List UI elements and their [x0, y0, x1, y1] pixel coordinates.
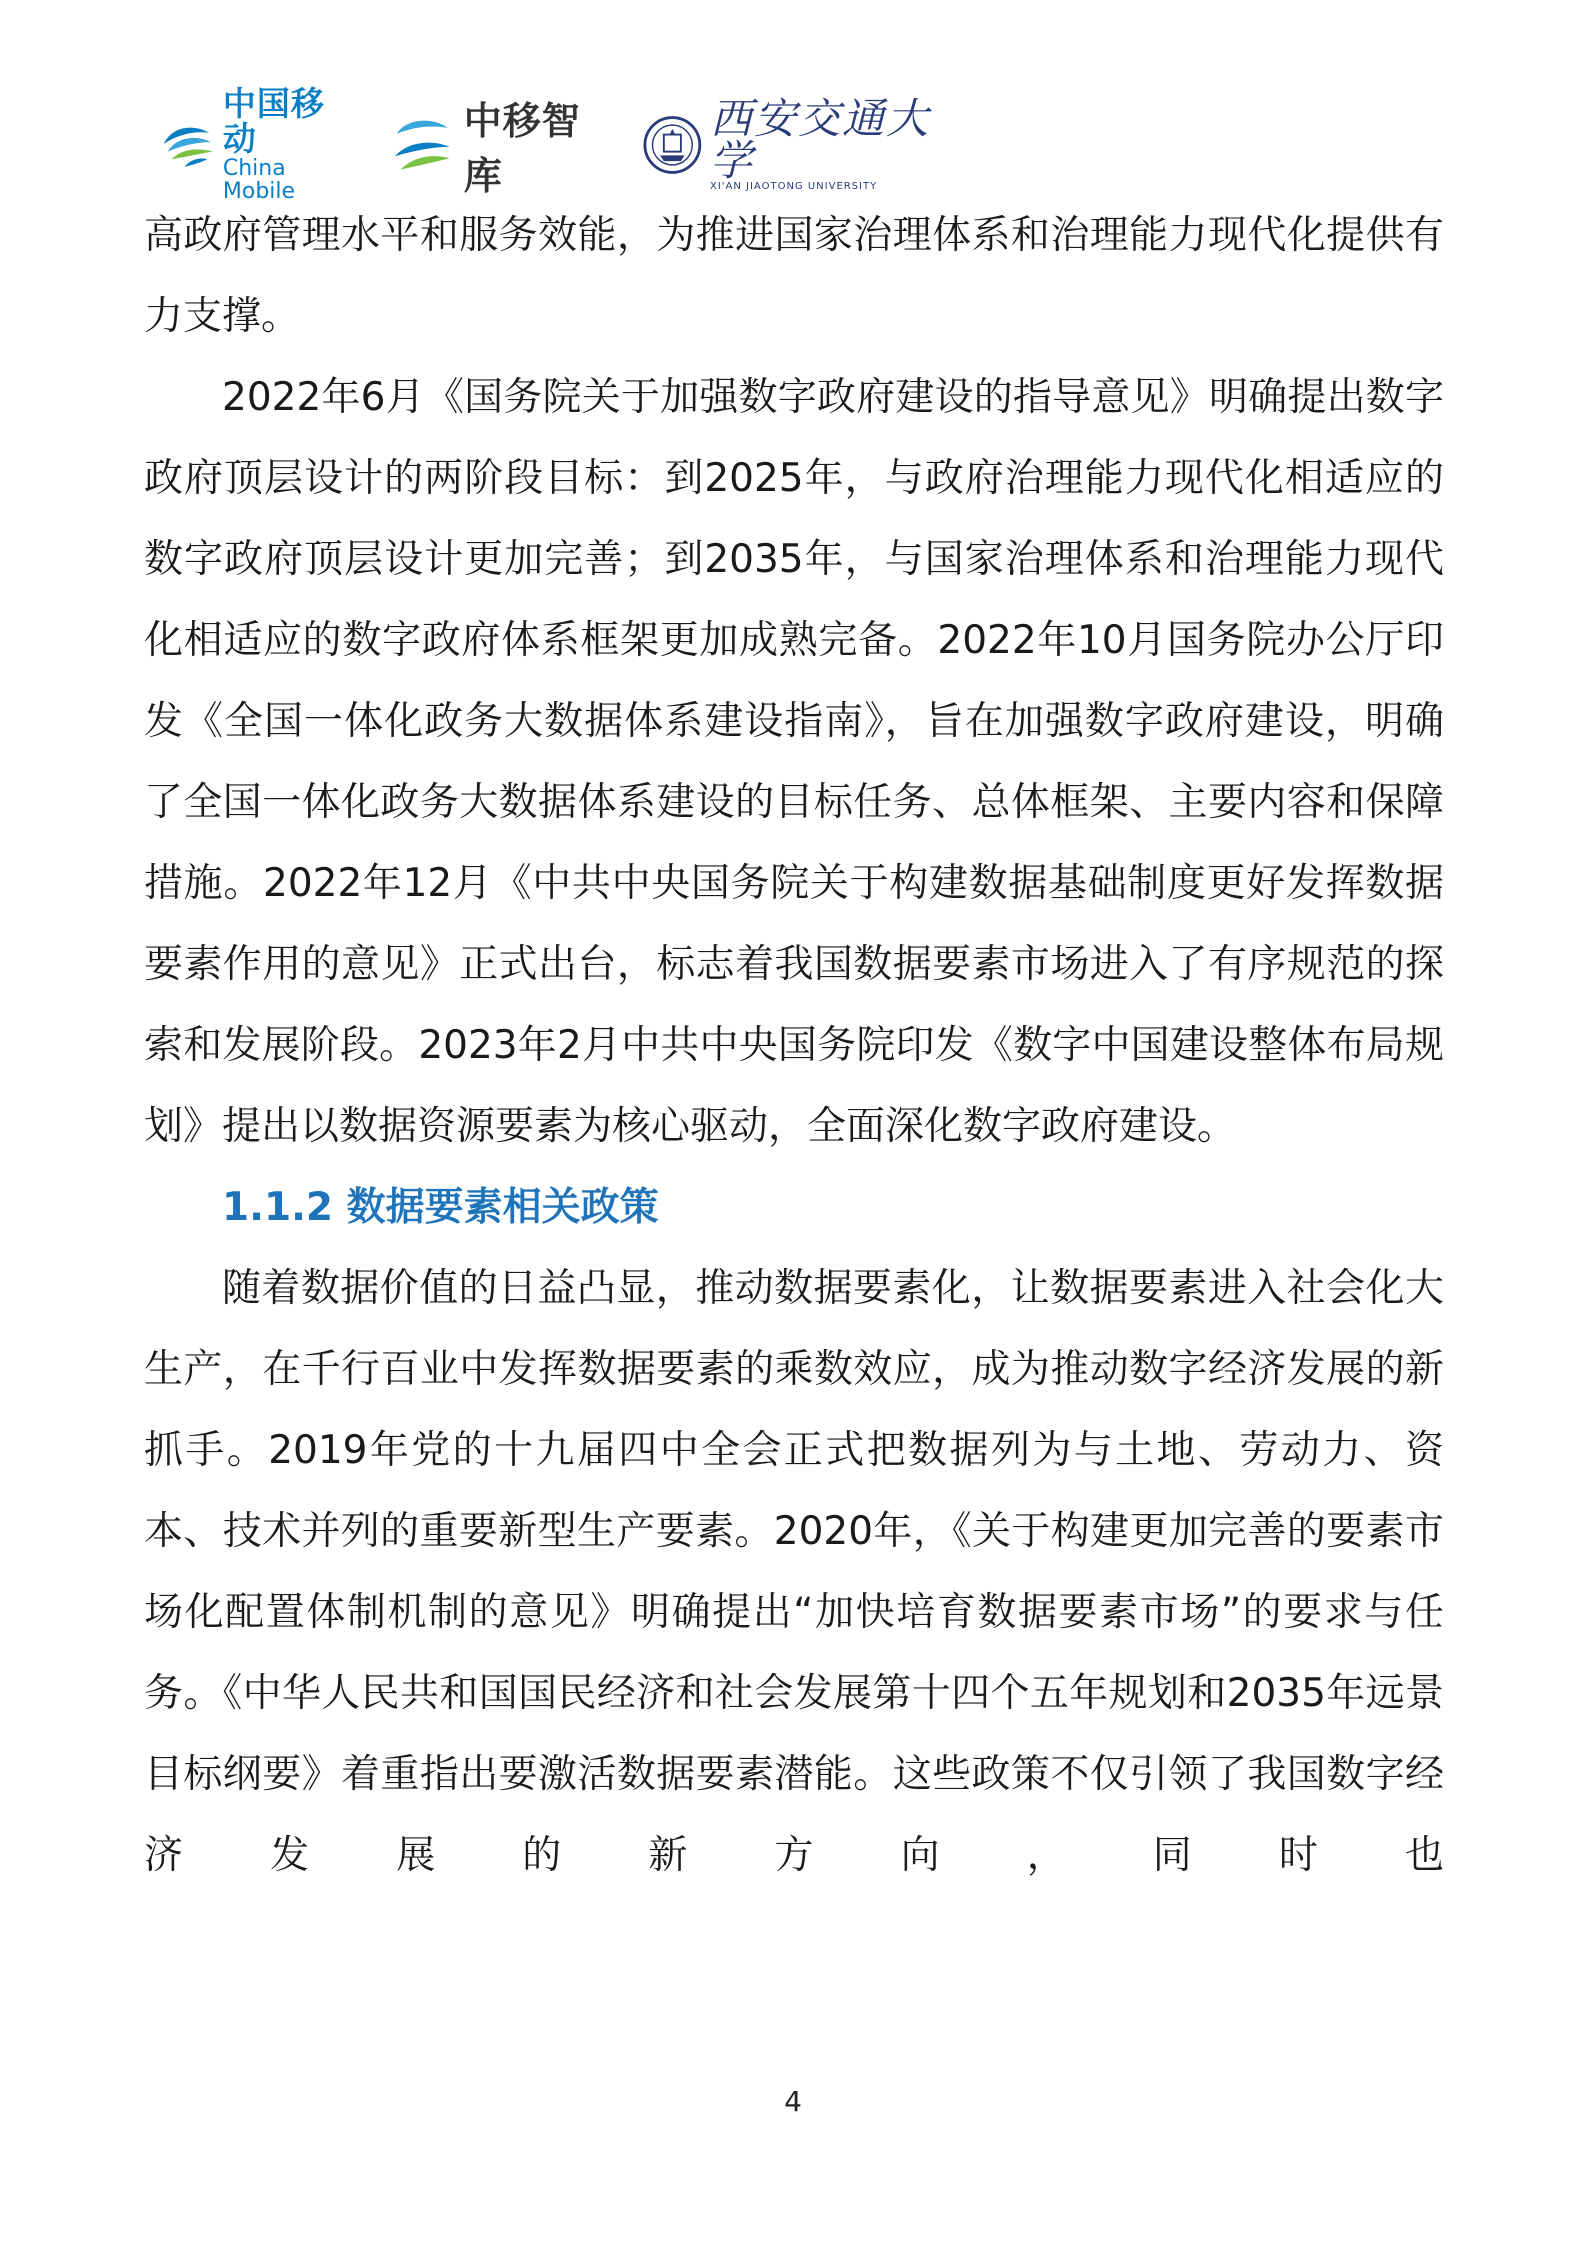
- xjtu-en-text: XI'AN JIAOTONG UNIVERSITY: [709, 181, 878, 192]
- zhongyi-swoosh-icon: [391, 113, 453, 177]
- paragraph-continuation: 高政府管理水平和服务效能，为推进国家治理体系和治理能力现代化提供有力支撑。: [144, 213, 1444, 339]
- document-body: [144, 195, 1444, 1896]
- xjtu-cn-text: 西安交通大学: [709, 94, 930, 185]
- china-mobile-emblem-icon: [160, 120, 215, 170]
- paragraph-digital-government-policy: 2022年6月《国务院关于加强数字政府建设的指导意见》明确提出数字政府顶层设计的两阶段目标：到2025年，与政府治理能力现代化相适应的数字政府顶层设计更加完善；到2035年，与国家治理体系和治理能力现代化相适应的数字政府体系框架更加成熟完备。2022年10月国务院办公厅印发《全国一体化政务大数据体系建设指南》，旨在加强数字政府建设，明确了全国一体化政务大数据体系建设的目标任务、总体框架、主要内容和保障措施。2022年12月《中共中央国务院关于构建数据基础制度更好发挥数据要素作用的意见》正式出台，标志着我国数据要素市场进入了有序规范的探索和发展阶段。2023年2月中共中央国务院印发《数字中国建设整体布局规划》提出以数据资源要素为核心驱动，全面深化数字政府建设。: [144, 375, 1444, 1149]
- page-number: 4: [784, 2085, 802, 2118]
- china-mobile-cn-text: 中国移动: [222, 84, 325, 158]
- page-header: [160, 84, 960, 204]
- xjtu-logo: [643, 94, 960, 192]
- china-mobile-en-text: China Mobile: [222, 155, 296, 204]
- xjtu-seal-icon: [643, 114, 702, 176]
- china-mobile-logo: [160, 84, 357, 204]
- section-heading: 1.1.2 数据要素相关政策: [222, 1185, 659, 1230]
- zhongyi-think-tank-logo: [391, 90, 611, 200]
- zhongyi-name-text: 中移智库: [463, 99, 581, 198]
- paragraph-data-element-policy: 随着数据价值的日益凸显，推动数据要素化，让数据要素进入社会化大生产，在千行百业中发挥数据要素的乘数效应，成为推动数字经济发展的新抓手。2019年党的十九届四中全会正式把数据列为与土地、劳动力、资本、技术并列的重要新型生产要素。2020年，《关于构建更加完善的要素市场化配置体制机制的意见》明确提出“加快培育数据要素市场”的要求与任务。《中华人民共和国国民经济和社会发展第十四个五年规划和2035年远景目标纲要》着重指出要激活数据要素潜能。这些政策不仅引领了我国数字经济发展的新方向，同时也: [144, 1266, 1444, 1878]
